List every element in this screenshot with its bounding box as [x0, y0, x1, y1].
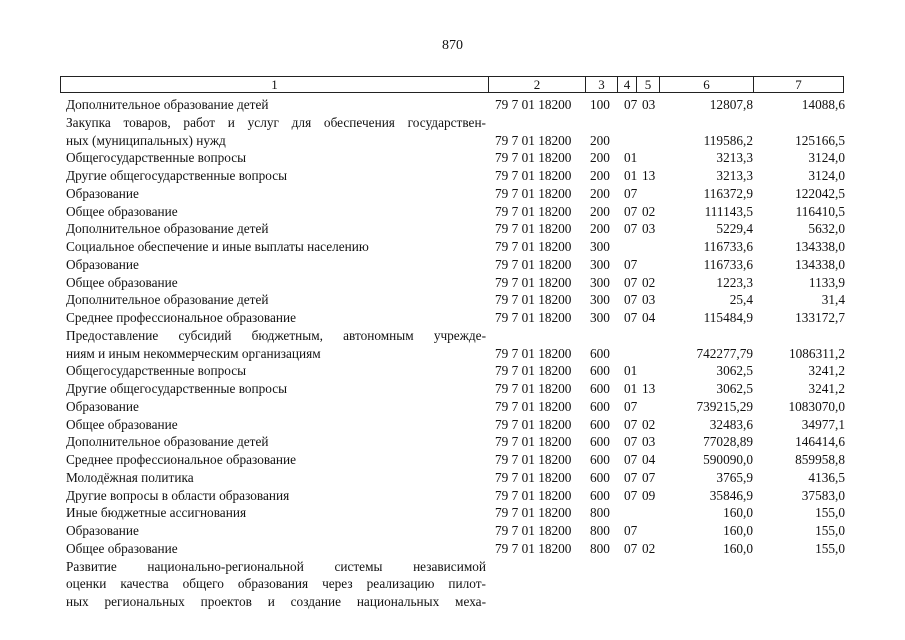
table-row — [0, 504, 905, 522]
cell-c6: 111143,5 — [704, 203, 753, 219]
cell-c1: Дополнительное образование детей — [66, 221, 269, 237]
cell-c2: 79 7 01 18200 — [495, 292, 572, 308]
cell-c3: 200 — [590, 150, 610, 166]
table-row — [0, 558, 905, 576]
cell-c3: 600 — [590, 434, 610, 450]
cell-c3: 300 — [590, 256, 610, 272]
cell-c4: 07 — [624, 469, 638, 485]
table-row — [0, 220, 905, 238]
table-row — [0, 149, 905, 167]
cell-c2: 79 7 01 18200 — [495, 97, 572, 112]
cell-c2: 79 7 01 18200 — [495, 381, 572, 396]
cell-c7: 122042,5 — [795, 185, 845, 201]
cell-c1: Среднее профессиональное образование — [66, 452, 296, 467]
cell-c4: 07 — [624, 256, 638, 272]
cell-c6: 5229,4 — [716, 221, 753, 237]
cell-c7: 3241,2 — [808, 363, 845, 379]
cell-c5: 04 — [642, 452, 656, 467]
cell-c7: 3241,2 — [808, 381, 845, 396]
cell-c1: Общегосударственные вопросы — [66, 363, 247, 379]
cell-c4: 07 — [624, 203, 638, 219]
cell-c2: 79 7 01 18200 — [495, 345, 572, 361]
cell-c3: 300 — [590, 292, 610, 308]
table-row — [0, 96, 905, 114]
cell-c2: 79 7 01 18200 — [495, 310, 572, 325]
cell-c6: 3062,5 — [716, 363, 753, 379]
cell-c1: Закупка товаров, работ и услуг для обеспечения государствен- — [66, 114, 486, 130]
cell-c3: 200 — [590, 203, 610, 219]
cell-c3: 600 — [590, 363, 610, 379]
cell-c2: 79 7 01 18200 — [495, 274, 572, 290]
cell-c6: 116733,6 — [703, 256, 753, 272]
cell-c1: Общегосударственные вопросы — [66, 150, 247, 166]
cell-c1: Другие общегосударственные вопросы — [66, 168, 288, 183]
cell-c1: Предоставление субсидий бюджетным, автономным учрежде- — [66, 327, 486, 343]
cell-c3: 600 — [590, 469, 610, 485]
header-col-6: 6 — [660, 77, 754, 92]
cell-c5: 02 — [642, 416, 656, 432]
table-row — [0, 132, 905, 150]
cell-c1: Общее образование — [66, 203, 178, 219]
cell-c4: 07 — [624, 416, 638, 432]
cell-c4: 07 — [624, 452, 638, 467]
cell-c5: 03 — [642, 97, 656, 112]
table-row — [0, 433, 905, 451]
cell-c3: 100 — [590, 97, 610, 112]
cell-c2: 79 7 01 18200 — [495, 469, 572, 485]
header-col-1: 1 — [61, 77, 489, 92]
cell-c6: 3213,3 — [716, 150, 753, 166]
cell-c6: 1223,3 — [716, 274, 753, 290]
cell-c6: 160,0 — [723, 540, 753, 556]
header-col-2: 2 — [489, 77, 586, 92]
header-col-3: 3 — [586, 77, 618, 92]
cell-c7: 1086311,2 — [788, 345, 845, 361]
cell-c4: 07 — [624, 523, 638, 538]
cell-c1: оценки качества общего образования через реализацию пилот- — [66, 576, 486, 592]
cell-c3: 800 — [590, 540, 610, 556]
table-row — [0, 345, 905, 363]
cell-c5: 03 — [642, 434, 656, 450]
cell-c5: 07 — [642, 469, 656, 485]
cell-c2: 79 7 01 18200 — [495, 540, 572, 556]
header-col-5: 5 — [637, 77, 660, 92]
cell-c7: 134338,0 — [795, 239, 845, 254]
table-row — [0, 575, 905, 593]
cell-c1: Образование — [66, 185, 139, 201]
cell-c4: 07 — [624, 221, 638, 237]
cell-c7: 4136,5 — [808, 469, 845, 485]
cell-c2: 79 7 01 18200 — [495, 239, 572, 254]
cell-c5: 02 — [642, 540, 656, 556]
cell-c7: 1083070,0 — [788, 398, 845, 414]
cell-c1: Развитие национально-региональной системы независимой — [66, 558, 486, 574]
cell-c6: 160,0 — [723, 505, 753, 521]
cell-c7: 155,0 — [815, 505, 845, 521]
cell-c7: 134338,0 — [795, 256, 845, 272]
cell-c1: ных (муниципальных) нужд — [66, 132, 226, 148]
cell-c3: 600 — [590, 381, 610, 396]
table-row — [0, 114, 905, 132]
cell-c4: 07 — [624, 97, 638, 112]
cell-c1: ных региональных проектов и создание национальных меха- — [66, 594, 486, 609]
table-row — [0, 469, 905, 487]
cell-c2: 79 7 01 18200 — [495, 256, 572, 272]
cell-c3: 800 — [590, 523, 610, 538]
table-row — [0, 274, 905, 292]
cell-c4: 07 — [624, 185, 638, 201]
cell-c2: 79 7 01 18200 — [495, 203, 572, 219]
cell-c6: 115484,9 — [703, 310, 753, 325]
table-row — [0, 380, 905, 398]
cell-c1: Общее образование — [66, 416, 178, 432]
cell-c3: 600 — [590, 452, 610, 467]
cell-c2: 79 7 01 18200 — [495, 487, 572, 503]
cell-c7: 859958,8 — [795, 452, 845, 467]
cell-c5: 04 — [642, 310, 656, 325]
cell-c3: 200 — [590, 221, 610, 237]
cell-c3: 200 — [590, 132, 610, 148]
cell-c5: 03 — [642, 221, 656, 237]
cell-c3: 300 — [590, 274, 610, 290]
cell-c4: 01 — [624, 168, 638, 183]
cell-c2: 79 7 01 18200 — [495, 523, 572, 538]
table-row — [0, 398, 905, 416]
cell-c3: 800 — [590, 505, 610, 521]
cell-c1: Другие общегосударственные вопросы — [66, 381, 288, 396]
cell-c6: 77028,89 — [703, 434, 753, 450]
cell-c1: Другие вопросы в области образования — [66, 487, 290, 503]
cell-c5: 13 — [642, 381, 656, 396]
table-row — [0, 203, 905, 221]
cell-c6: 25,4 — [729, 292, 753, 308]
cell-c7: 146414,6 — [795, 434, 845, 450]
cell-c7: 155,0 — [815, 523, 845, 538]
cell-c7: 3124,0 — [808, 150, 845, 166]
cell-c4: 01 — [624, 363, 638, 379]
header-col-4: 4 — [618, 77, 637, 92]
cell-c6: 32483,6 — [709, 416, 753, 432]
cell-c4: 01 — [624, 381, 638, 396]
cell-c5: 02 — [642, 274, 656, 290]
cell-c4: 07 — [624, 274, 638, 290]
cell-c4: 07 — [624, 292, 638, 308]
table-row — [0, 291, 905, 309]
cell-c2: 79 7 01 18200 — [495, 221, 572, 237]
table-row — [0, 309, 905, 327]
cell-c3: 200 — [590, 185, 610, 201]
cell-c7: 5632,0 — [808, 221, 845, 237]
cell-c1: Образование — [66, 256, 139, 272]
cell-c4: 01 — [624, 150, 638, 166]
cell-c5: 03 — [642, 292, 656, 308]
cell-c1: Среднее профессиональное образование — [66, 310, 296, 325]
cell-c1: Иные бюджетные ассигнования — [66, 505, 247, 521]
cell-c6: 742277,79 — [696, 345, 753, 361]
cell-c2: 79 7 01 18200 — [495, 363, 572, 379]
cell-c1: Социальное обеспечение и иные выплаты населению — [66, 239, 369, 254]
cell-c7: 1133,9 — [808, 274, 845, 290]
cell-c6: 12807,8 — [709, 97, 753, 112]
cell-c3: 200 — [590, 168, 610, 183]
cell-c3: 600 — [590, 398, 610, 414]
cell-c7: 3124,0 — [808, 168, 845, 183]
cell-c6: 116372,9 — [703, 185, 753, 201]
table-row — [0, 185, 905, 203]
cell-c5: 02 — [642, 203, 656, 219]
cell-c2: 79 7 01 18200 — [495, 185, 572, 201]
table-row — [0, 167, 905, 185]
cell-c4: 07 — [624, 398, 638, 414]
cell-c5: 13 — [642, 168, 656, 183]
cell-c4: 07 — [624, 434, 638, 450]
cell-c7: 155,0 — [815, 540, 845, 556]
cell-c7: 133172,7 — [795, 310, 845, 325]
cell-c2: 79 7 01 18200 — [495, 434, 572, 450]
cell-c1: Общее образование — [66, 274, 178, 290]
cell-c6: 739215,29 — [696, 398, 753, 414]
cell-c4: 07 — [624, 310, 638, 325]
cell-c3: 600 — [590, 345, 610, 361]
cell-c3: 600 — [590, 416, 610, 432]
cell-c7: 37583,0 — [801, 487, 845, 503]
cell-c6: 3062,5 — [716, 381, 753, 396]
cell-c5: 09 — [642, 487, 656, 503]
cell-c3: 300 — [590, 310, 610, 325]
cell-c7: 14088,6 — [801, 97, 845, 112]
cell-c1: Образование — [66, 523, 139, 538]
cell-c7: 125166,5 — [795, 132, 845, 148]
table-row — [0, 522, 905, 540]
table-row — [0, 362, 905, 380]
cell-c7: 116410,5 — [795, 203, 845, 219]
cell-c2: 79 7 01 18200 — [495, 168, 572, 183]
cell-c2: 79 7 01 18200 — [495, 132, 572, 148]
cell-c7: 34977,1 — [801, 416, 845, 432]
cell-c4: 07 — [624, 540, 638, 556]
table-row — [0, 451, 905, 469]
cell-c1: Общее образование — [66, 540, 178, 556]
cell-c6: 3213,3 — [716, 168, 753, 183]
cell-c2: 79 7 01 18200 — [495, 416, 572, 432]
cell-c2: 79 7 01 18200 — [495, 505, 572, 521]
cell-c6: 35846,9 — [709, 487, 753, 503]
table-header — [60, 76, 844, 93]
cell-c1: Дополнительное образование детей — [66, 434, 269, 450]
table-row — [0, 238, 905, 256]
cell-c6: 116733,6 — [703, 239, 753, 254]
table-row — [0, 256, 905, 274]
table-body — [0, 96, 905, 611]
cell-c1: ниям и иным некоммерческим организациям — [66, 345, 321, 361]
table-row — [0, 487, 905, 505]
page-number: 870 — [442, 38, 463, 53]
cell-c7: 31,4 — [821, 292, 845, 308]
cell-c2: 79 7 01 18200 — [495, 398, 572, 414]
cell-c1: Образование — [66, 398, 139, 414]
cell-c1: Дополнительное образование детей — [66, 97, 269, 112]
cell-c6: 590090,0 — [703, 452, 753, 467]
cell-c6: 119586,2 — [703, 132, 753, 148]
cell-c6: 160,0 — [723, 523, 753, 538]
cell-c1: Дополнительное образование детей — [66, 292, 269, 308]
cell-c2: 79 7 01 18200 — [495, 150, 572, 166]
table-row — [0, 540, 905, 558]
cell-c3: 600 — [590, 487, 610, 503]
table-row — [0, 593, 905, 611]
cell-c2: 79 7 01 18200 — [495, 452, 572, 467]
cell-c3: 300 — [590, 239, 610, 254]
table-row — [0, 327, 905, 345]
cell-c6: 3765,9 — [716, 469, 753, 485]
table-row — [0, 416, 905, 434]
header-col-7: 7 — [795, 77, 802, 92]
cell-c1: Молодёжная политика — [66, 469, 194, 485]
cell-c4: 07 — [624, 487, 638, 503]
